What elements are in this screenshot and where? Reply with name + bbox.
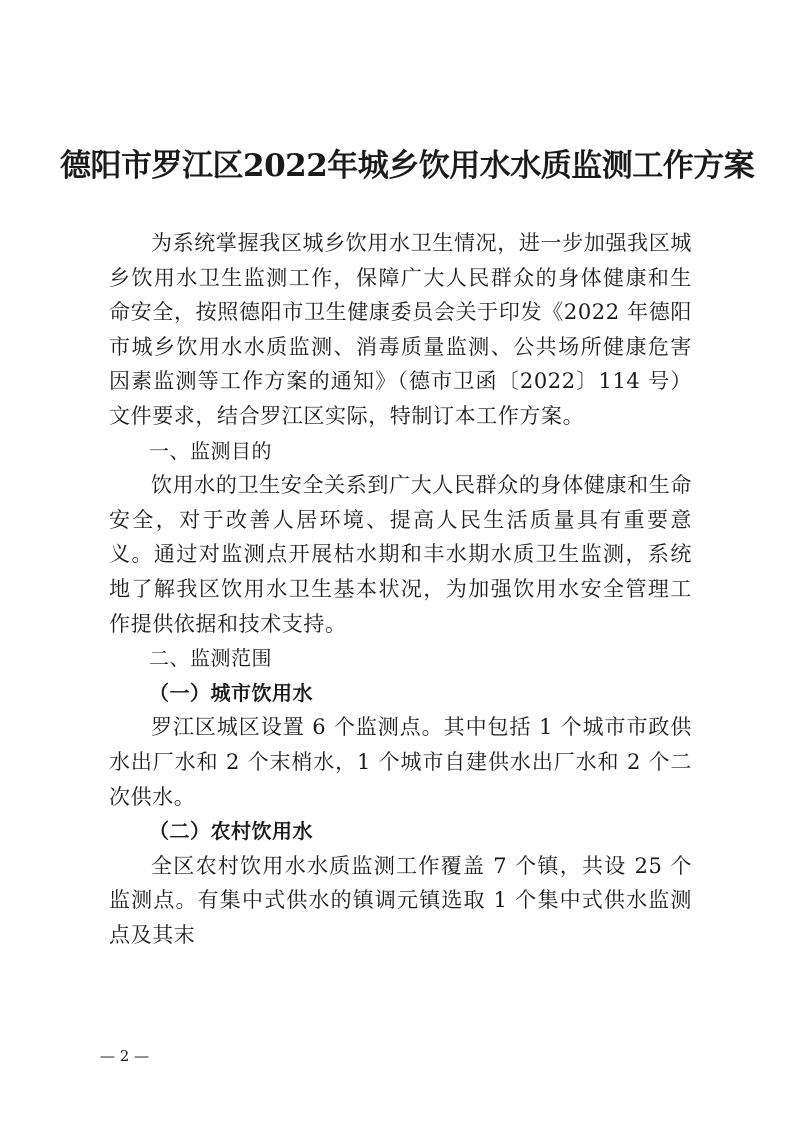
section-heading-purpose: 一、监测目的 bbox=[149, 438, 272, 463]
document-body bbox=[109, 226, 692, 952]
rural-paragraph: 全区农村饮用水水质监测工作覆盖 7 个镇，共设 25 个监测点。有集中式供水的镇调元镇选取 1 个集中式供水监测点及其末 bbox=[109, 853, 692, 947]
purpose-paragraph: 饮用水的卫生安全关系到广大人民群众的身体健康和生命安全，对于改善人居环境、提高人民生活质量具有重要意义。通过对监测点开展枯水期和丰水期水质卫生监测，系统地了解我区饮用水卫生基本状况，为加强饮用水安全管理工作提供依据和技术支持。 bbox=[109, 473, 692, 636]
subsection-heading-rural: （二）农村饮用水 bbox=[149, 819, 313, 844]
subsection-heading-urban: （一）城市饮用水 bbox=[149, 680, 313, 705]
urban-paragraph: 罗江区城区设置 6 个监测点。其中包括 1 个城市市政供水出厂水和 2 个末梢水，1 个城市自建供水出厂水和 2 个二次供水。 bbox=[109, 715, 692, 809]
intro-paragraph: 为系统掌握我区城乡饮用水卫生情况，进一步加强我区城乡饮用水卫生监测工作，保障广大人民群众的身体健康和生命安全，按照德阳市卫生健康委员会关于印发《2022 年德阳市城乡饮用水水质监测、消毒质量监测、公共场所健康危害因素监测等工作方案的通知》（德市卫函〔2022〕114 号）文件要求，结合罗江区实际，特制订本工作方案。 bbox=[109, 231, 692, 428]
page-number: — 2 — bbox=[100, 1047, 150, 1065]
document-title: 德阳市罗江区2022年城乡饮用水水质监测工作方案 bbox=[60, 148, 755, 184]
section-heading-scope: 二、监测范围 bbox=[149, 646, 272, 671]
